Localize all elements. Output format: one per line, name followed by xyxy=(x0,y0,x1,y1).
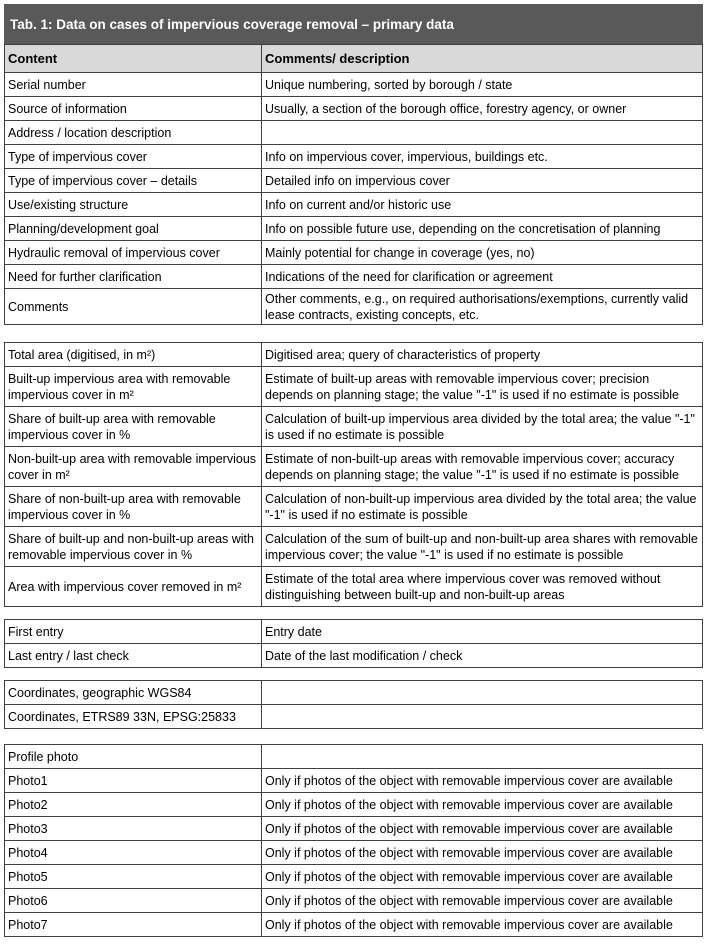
row-content-cell: Photo6 xyxy=(5,889,262,913)
row-description-cell: Detailed info on impervious cover xyxy=(262,169,703,193)
group-coordinates xyxy=(5,681,703,729)
row-description-cell: Entry date xyxy=(262,620,703,644)
row-content-cell: First entry xyxy=(5,620,262,644)
row-description-cell: Estimate of non-built-up areas with removable impervious cover; accuracy depends on planning stage; the value "-1" is used if no estimate is possible xyxy=(262,447,703,487)
row-content-cell: Photo3 xyxy=(5,817,262,841)
row-content-cell: Photo2 xyxy=(5,793,262,817)
row-content-cell: Comments xyxy=(5,289,262,325)
table-row xyxy=(5,145,703,169)
table-row xyxy=(5,447,703,487)
row-content-cell: Hydraulic removal of impervious cover xyxy=(5,241,262,265)
primary-data-table xyxy=(4,44,703,325)
group-general xyxy=(5,73,703,325)
table-row xyxy=(5,865,703,889)
photos-table xyxy=(4,744,703,937)
table-row xyxy=(5,121,703,145)
row-description-cell xyxy=(262,121,703,145)
table-row xyxy=(5,620,703,644)
row-description-cell: Only if photos of the object with removable impervious cover are available xyxy=(262,913,703,937)
row-content-cell: Source of information xyxy=(5,97,262,121)
coordinates-table xyxy=(4,680,703,729)
table-row xyxy=(5,487,703,527)
entry-data-table xyxy=(4,619,703,668)
row-content-cell: Share of non-built-up area with removable impervious cover in % xyxy=(5,487,262,527)
row-content-cell: Last entry / last check xyxy=(5,644,262,668)
table-row xyxy=(5,241,703,265)
row-content-cell: Share of built-up area with removable impervious cover in % xyxy=(5,407,262,447)
table-row xyxy=(5,889,703,913)
table-row xyxy=(5,769,703,793)
table-row xyxy=(5,817,703,841)
table-row xyxy=(5,681,703,705)
table-title: Tab. 1: Data on cases of impervious coverage removal – primary data xyxy=(4,4,703,44)
table-row xyxy=(5,217,703,241)
row-description-cell: Estimate of built-up areas with removable impervious cover; precision depends on planning stage; the value "-1" is used if no estimate is possible xyxy=(262,367,703,407)
table-row xyxy=(5,407,703,447)
row-content-cell: Photo1 xyxy=(5,769,262,793)
table-row xyxy=(5,705,703,729)
table-row xyxy=(5,913,703,937)
row-description-cell: Only if photos of the object with removable impervious cover are available xyxy=(262,793,703,817)
row-description-cell: Estimate of the total area where impervious cover was removed without distinguishing between built-up and non-built-up areas xyxy=(262,567,703,607)
header-content: Content xyxy=(5,45,262,73)
row-description-cell: Calculation of the sum of built-up and non-built-up area shares with removable impervious cover; the value "-1" is used if no estimate is possible xyxy=(262,527,703,567)
row-description-cell: Only if photos of the object with removable impervious cover are available xyxy=(262,889,703,913)
row-description-cell: Indications of the need for clarification or agreement xyxy=(262,265,703,289)
table-row xyxy=(5,644,703,668)
row-description-cell: Unique numbering, sorted by borough / state xyxy=(262,73,703,97)
table-row xyxy=(5,343,703,367)
table-row xyxy=(5,793,703,817)
row-content-cell: Coordinates, geographic WGS84 xyxy=(5,681,262,705)
row-content-cell: Photo7 xyxy=(5,913,262,937)
row-description-cell: Only if photos of the object with removable impervious cover are available xyxy=(262,769,703,793)
table-row xyxy=(5,265,703,289)
row-description-cell: Only if photos of the object with removable impervious cover are available xyxy=(262,841,703,865)
table-row xyxy=(5,367,703,407)
row-description-cell: Only if photos of the object with removable impervious cover are available xyxy=(262,817,703,841)
row-description-cell: Date of the last modification / check xyxy=(262,644,703,668)
row-content-cell: Total area (digitised, in m²) xyxy=(5,343,262,367)
table-row xyxy=(5,527,703,567)
group-photos xyxy=(5,745,703,937)
group-entry xyxy=(5,620,703,668)
row-content-cell: Non-built-up area with removable impervious cover in m² xyxy=(5,447,262,487)
table-header-row xyxy=(5,45,703,73)
row-content-cell: Address / location description xyxy=(5,121,262,145)
row-content-cell: Type of impervious cover – details xyxy=(5,169,262,193)
row-description-cell: Mainly potential for change in coverage (yes, no) xyxy=(262,241,703,265)
row-description-cell: Info on impervious cover, impervious, buildings etc. xyxy=(262,145,703,169)
table-row xyxy=(5,97,703,121)
row-description-cell: Only if photos of the object with removable impervious cover are available xyxy=(262,865,703,889)
row-content-cell: Serial number xyxy=(5,73,262,97)
row-content-cell: Share of built-up and non-built-up areas with removable impervious cover in % xyxy=(5,527,262,567)
row-content-cell: Photo5 xyxy=(5,865,262,889)
row-description-cell: Calculation of non-built-up impervious area divided by the total area; the value "-1" is used if no estimate is possible xyxy=(262,487,703,527)
header-comments: Comments/ description xyxy=(262,45,703,73)
row-content-cell: Type of impervious cover xyxy=(5,145,262,169)
row-description-cell: Info on current and/or historic use xyxy=(262,193,703,217)
row-description-cell: Other comments, e.g., on required authorisations/exemptions, currently valid lease contracts, existing concepts, etc. xyxy=(262,289,703,325)
table-row xyxy=(5,841,703,865)
row-content-cell: Photo4 xyxy=(5,841,262,865)
table-row xyxy=(5,169,703,193)
row-content-cell: Area with impervious cover removed in m² xyxy=(5,567,262,607)
area-data-table xyxy=(4,342,703,607)
row-description-cell: Calculation of built-up impervious area divided by the total area; the value "-1" is used if no estimate is possible xyxy=(262,407,703,447)
table-row xyxy=(5,745,703,769)
group-area xyxy=(5,343,703,607)
row-description-cell: Usually, a section of the borough office, forestry agency, or owner xyxy=(262,97,703,121)
row-description-cell xyxy=(262,681,703,705)
row-content-cell: Use/existing structure xyxy=(5,193,262,217)
row-content-cell: Coordinates, ETRS89 33N, EPSG:25833 xyxy=(5,705,262,729)
row-description-cell xyxy=(262,705,703,729)
row-content-cell: Planning/development goal xyxy=(5,217,262,241)
table-row xyxy=(5,73,703,97)
row-content-cell: Built-up impervious area with removable impervious cover in m² xyxy=(5,367,262,407)
table-row xyxy=(5,289,703,325)
row-content-cell: Need for further clarification xyxy=(5,265,262,289)
table-row xyxy=(5,193,703,217)
row-description-cell xyxy=(262,745,703,769)
row-description-cell: Digitised area; query of characteristics of property xyxy=(262,343,703,367)
table-row xyxy=(5,567,703,607)
row-description-cell: Info on possible future use, depending on the concretisation of planning xyxy=(262,217,703,241)
row-content-cell: Profile photo xyxy=(5,745,262,769)
